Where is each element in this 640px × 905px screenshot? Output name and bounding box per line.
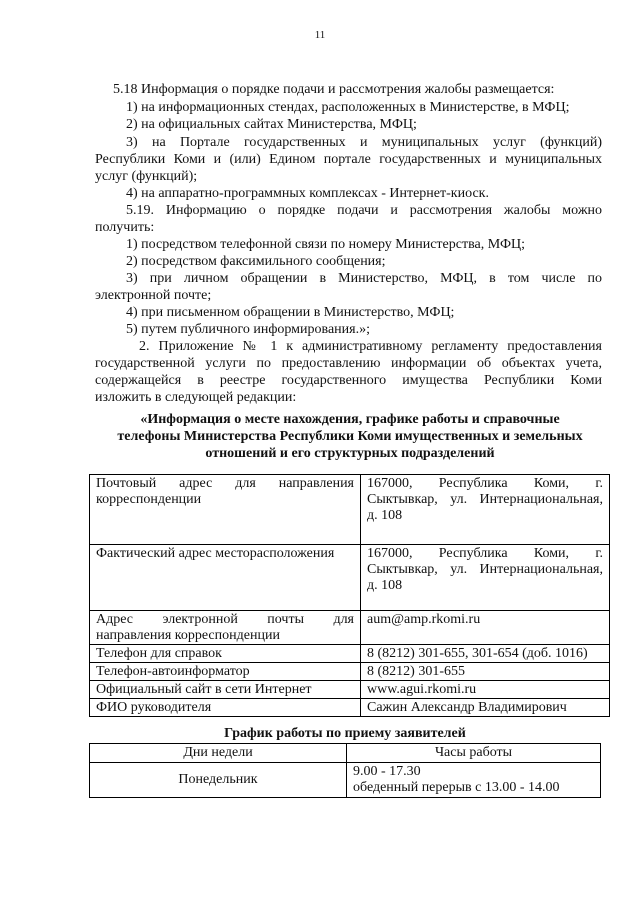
table-cell-label: [90, 645, 361, 663]
schedule-table: [89, 743, 601, 798]
cell-line: 8 (8212) 301-655: [367, 664, 465, 679]
table-row: [90, 645, 610, 663]
section-title-line: отношений и его структурных подразделений: [205, 446, 495, 461]
body-line: 2. Приложение № 1 к административному регламенту предоставления: [139, 339, 602, 354]
table-cell-value: [361, 681, 610, 699]
table-cell-label: [90, 699, 361, 717]
cell-line: Телефон-автоинформатор: [96, 664, 250, 679]
cell-line: Адрес электронной почты для: [96, 612, 354, 627]
table-cell-value: [361, 475, 610, 545]
cell-line: д. 108: [367, 578, 403, 593]
table-cell-value: [361, 645, 610, 663]
email-value[interactable]: aum@amp.rkomi.ru: [367, 612, 481, 627]
body-line: 2) посредством факсимильного сообщения;: [126, 254, 386, 269]
table-row: [90, 681, 610, 699]
table-row: [90, 475, 610, 545]
table-row: [90, 545, 610, 611]
cell-line: 9.00 - 17.30: [353, 764, 421, 779]
table-header-row: [90, 744, 601, 763]
table-cell-value: [361, 663, 610, 681]
cell-line: корреспонденции: [96, 492, 202, 507]
cell-line: Фактический адрес месторасположения: [96, 546, 335, 561]
schedule-title: График работы по приему заявителей: [224, 726, 466, 741]
website-value[interactable]: www.agui.rkomi.ru: [367, 682, 477, 697]
cell-line: Сажин Александр Владимирович: [367, 700, 567, 715]
cell-line: направления корреспонденции: [96, 628, 280, 643]
table-row: [90, 663, 610, 681]
table-cell-value: [361, 699, 610, 717]
cell-line: обеденный перерыв с 13.00 - 14.00: [353, 780, 560, 795]
table-cell-label: [90, 681, 361, 699]
body-line: получить:: [95, 220, 155, 235]
cell-line: Телефон для справок: [96, 646, 222, 661]
body-line: изложить в следующей редакции:: [95, 390, 297, 405]
cell-line: 167000, Республика Коми, г.: [367, 476, 603, 491]
section-title-line: «Информация о месте нахождения, графике работы и справочные: [140, 412, 560, 427]
body-line: 4) при письменном обращении в Министерство, МФЦ;: [126, 305, 455, 320]
cell-line: ФИО руководителя: [96, 700, 212, 715]
table-row: [90, 699, 610, 717]
cell-line: Почтовый адрес для направления: [96, 476, 354, 491]
body-line: 1) посредством телефонной связи по номеру Министерства, МФЦ;: [126, 237, 526, 252]
table-cell-value: [361, 611, 610, 645]
table-cell-label: [90, 611, 361, 645]
body-line: 5.19. Информацию о порядке подачи и рассмотрения жалобы можно: [126, 203, 602, 218]
body-line: услуг (функций);: [95, 169, 198, 184]
table-row: [90, 763, 601, 798]
section-title-line: телефоны Министерства Республики Коми имущественных и земельных: [117, 429, 583, 444]
body-line: электронной почте;: [95, 288, 212, 303]
cell-line: 8 (8212) 301-655, 301-654 (доб. 1016): [367, 646, 588, 661]
body-line: 3) на Портале государственных и муниципальных услуг (функций): [126, 135, 602, 150]
cell-line: д. 108: [367, 508, 403, 523]
table-cell-label: [90, 545, 361, 611]
body-line: 4) на аппаратно-программных комплексах - Интернет-киоск.: [126, 186, 489, 201]
body-line: государственной услуги по предоставлению информации об объектах учета,: [95, 356, 602, 371]
body-line: 2) на официальных сайтах Министерства, МФЦ;: [126, 117, 417, 132]
page-number: 11: [314, 29, 326, 41]
table-row: [90, 611, 610, 645]
table-cell-label: [90, 475, 361, 545]
cell-line: Сыктывкар, ул. Интернациональная,: [367, 562, 603, 577]
body-line: 5.18 Информация о порядке подачи и рассмотрения жалобы размещается:: [113, 82, 555, 97]
cell-line: Сыктывкар, ул. Интернациональная,: [367, 492, 603, 507]
body-line: 1) на информационных стендах, расположенных в Министерстве, в МФЦ;: [126, 100, 570, 115]
schedule-day: Понедельник: [90, 763, 347, 798]
cell-line: 167000, Республика Коми, г.: [367, 546, 603, 561]
table-cell-label: [90, 663, 361, 681]
column-header: Дни недели: [90, 744, 347, 763]
body-line: содержащейся в реестре государственного имущества Республики Коми: [95, 373, 602, 388]
cell-line: Официальный сайт в сети Интернет: [96, 682, 312, 697]
contacts-table: [89, 474, 610, 717]
body-line: 3) при личном обращении в Министерство, МФЦ, в том числе по: [126, 271, 602, 286]
body-line: Республики Коми и (или) Едином портале государственных и муниципальных: [95, 152, 602, 167]
column-header: Часы работы: [347, 744, 601, 763]
table-cell-value: [361, 545, 610, 611]
schedule-hours: [347, 763, 601, 798]
body-line: 5) путем публичного информирования.»;: [126, 322, 370, 337]
